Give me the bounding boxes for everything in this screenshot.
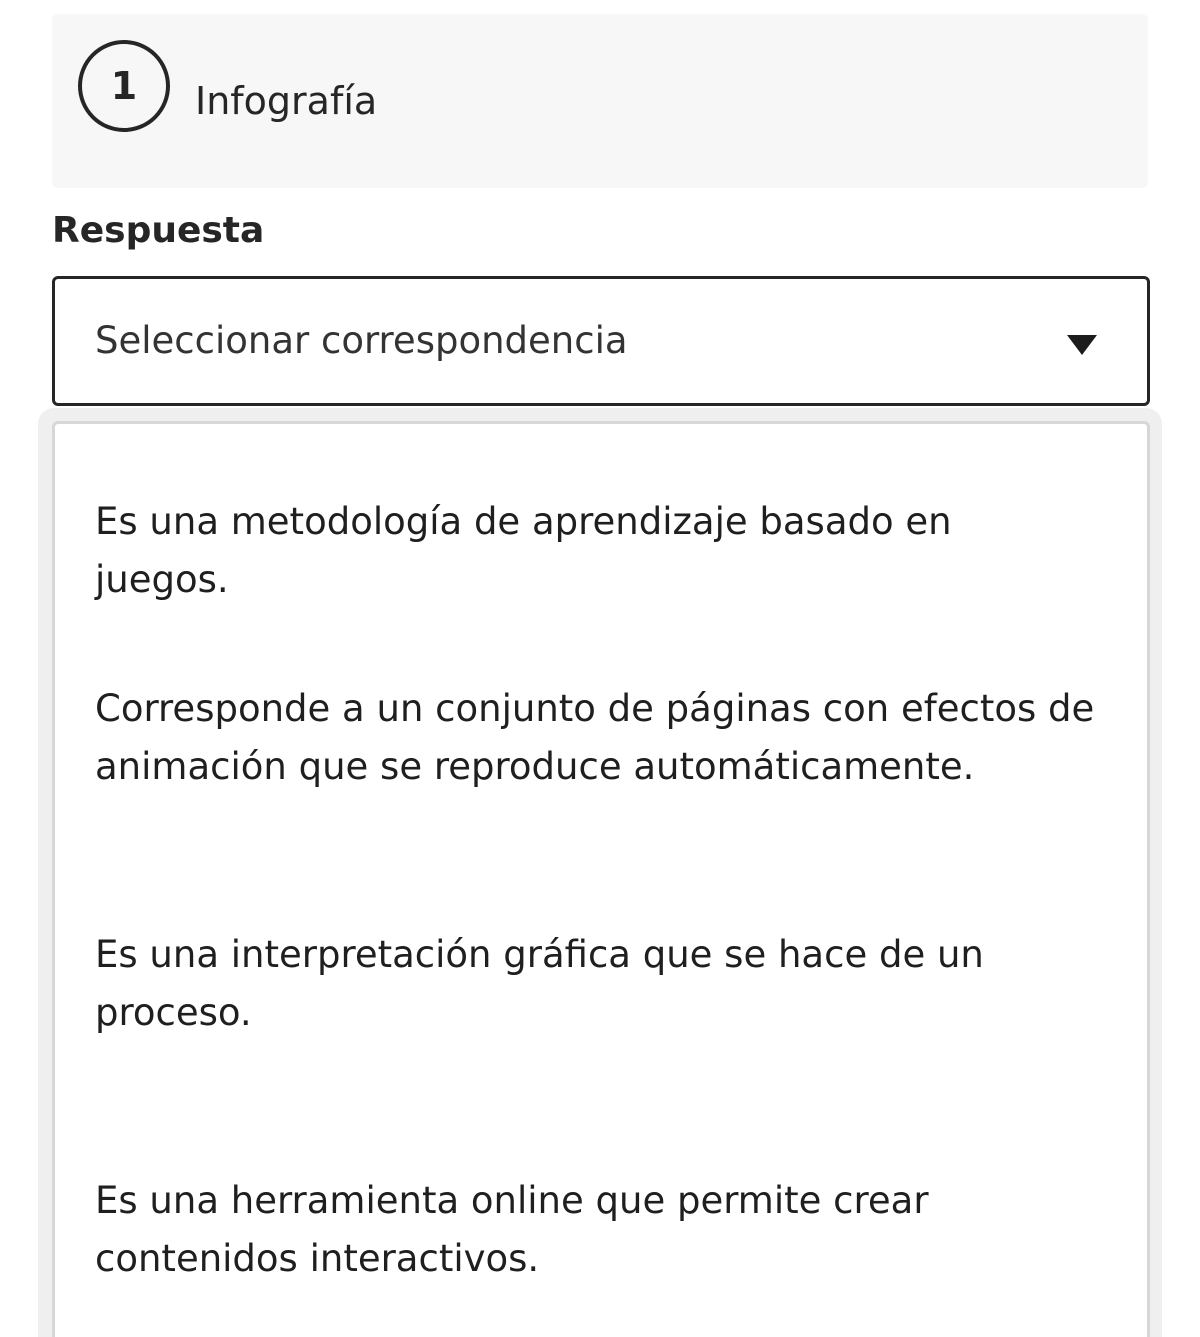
- answer-label: Respuesta: [52, 210, 265, 251]
- question-number-badge: 1: [78, 40, 170, 132]
- chevron-down-icon: [1067, 335, 1097, 355]
- match-select[interactable]: [52, 276, 1150, 406]
- dropdown-options-list: [52, 421, 1150, 1337]
- select-placeholder: Seleccionar correspondencia: [95, 319, 628, 362]
- dropdown-option[interactable]: Es una herramienta online que permite crear contenidos interactivos.: [95, 1179, 929, 1280]
- dropdown-option[interactable]: Corresponde a un conjunto de páginas con efectos de animación que se reproduce automáticamente.: [95, 687, 1095, 788]
- dropdown-option[interactable]: Es una metodología de aprendizaje basado en juegos.: [95, 500, 952, 601]
- question-header: [52, 14, 1148, 188]
- dropdown-option[interactable]: Es una interpretación gráfica que se hace de un proceso.: [95, 933, 984, 1034]
- question-title: Infografía: [195, 79, 378, 123]
